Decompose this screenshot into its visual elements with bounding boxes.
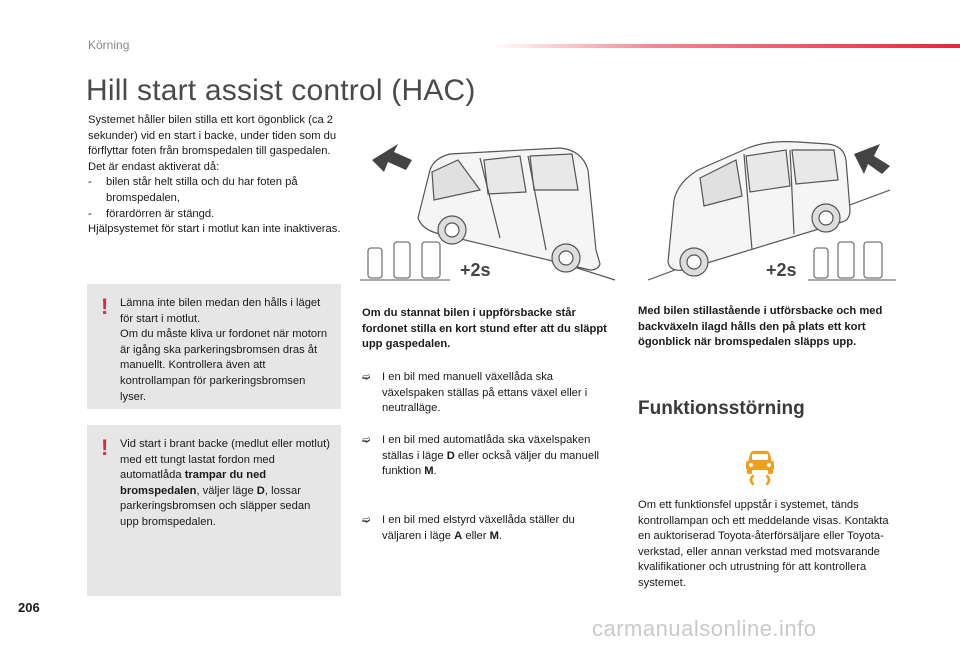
uphill-van-illustration [360,130,620,290]
skid-warning-icon [740,448,780,488]
section-label: Körning [88,38,130,52]
warning-text: Lämna inte bilen medan den hålls i läget för start i motlut. [120,297,321,325]
intro-text [88,113,344,238]
warning-box-parking [87,284,341,409]
warning-box-steep-slope [87,425,341,596]
condition-item: - förardörren är stängd. [88,207,215,220]
fault-heading: Funktionsstörning [638,398,805,419]
arrow-bullet-icon: ➫ [362,372,371,383]
downhill-caption: Med bilen stillastående i utförsbacke och med backväxeln ilagd hålls den på plats ett kort ögonblick när bromspedalen släpps upp. [638,305,883,349]
bullet-electric-gearbox: ➫ I en bil med elstyrd växellåda ställer du väljaren i läge A eller M. [362,513,614,544]
header-accent-bar [490,44,960,48]
warning-icon: ! [101,294,109,319]
fault-text: Om ett funktionsfel uppstår i systemet, tänds kontrollampan och ett meddelande visas. Kontakta en auktoriserad Toyota-återförsäljare eller Toyota-verkstad, eller annan verkstad med motsvarande kvalifikationer och utrustning för att kontrollera systemet. [638,499,889,589]
arrow-bullet-icon: ➫ [362,435,371,446]
bullet-automatic-gearbox: ➫ I en bil med automatlåda ska växelspaken ställas i läge D eller också väljer du manuell funktion M. [362,433,614,480]
downhill-van-illustration [638,130,898,290]
arrow-bullet-icon: ➫ [362,515,371,526]
uphill-caption: Om du stannat bilen i uppförsbacke står fordonet stilla en kort stund efter att du släppt upp gaspedalen. [362,307,607,351]
warning-text: Om du måste kliva ur fordonet när motorn är igång ska parkeringsbromsen dras åt manuellt. Kontrollera även att kontrollampan för parkeringsbromsen lyser. [120,328,328,403]
page-title: Hill start assist control (HAC) [86,74,476,107]
condition-item: - bilen står helt stilla och du har foten på bromspedalen, [88,176,298,204]
watermark: carmanualsonline.info [592,616,817,641]
time-badge: +2s [766,260,797,280]
time-badge: +2s [460,260,491,280]
intro-conditions-lead: Det är endast aktiverat då: [88,160,220,173]
warning-icon: ! [101,435,109,460]
intro-paragraph: Systemet håller bilen stilla ett kort ögonblick (ca 2 sekunder) vid en start i backe, under tiden som du förflyttar foten från bromspedalen till gaspedalen. [88,114,337,158]
intro-note: Hjälpsystemet för start i motlut kan inte inaktiveras. [88,223,341,236]
warning-text: Vid start i brant backe (medlut eller motlut) med ett tungt lastat fordon med automatlåda trampar du ned bromspedalen, väljer läge D, lossar parkeringsbromsen och släpper sedan upp bromspedalen. [120,438,330,528]
page-number: 206 [18,600,40,615]
bullet-manual-gearbox: ➫ I en bil med manuell växellåda ska växelspaken ställas på ettans växel eller i neutralläge. [362,370,614,417]
